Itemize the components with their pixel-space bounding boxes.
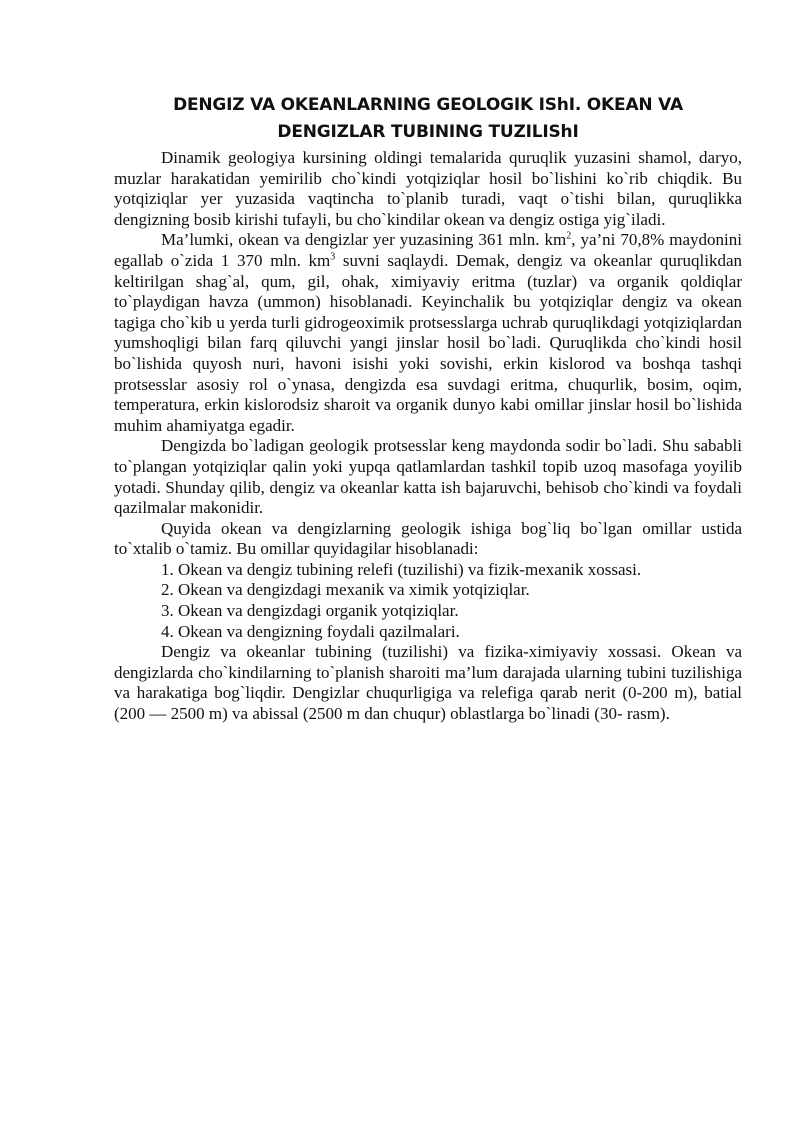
list-item: 4. Okean va dengizning foydali qazilmalari. [161,621,460,641]
paragraph-5: Dengiz va okeanlar tubining (tuzilishi) va fizika-ximiyaviy xossasi. Okean va dengizlarda cho`kindilarning to`planish sharoiti ma’lum darajada ularning tubini tuzilishiga va harakatiga bog`liqdir. Dengizlar chuqurligiga va relefiga qarab nerit (0-200 m), batial (200 — 2500 m) va abissal (2500 m dan chuqur) oblastlarga bo`linadi (30- rasm). [114,642,742,724]
paragraph-3: Dengizda bo`ladigan geologik protsesslar keng maydonda sodir bo`ladi. Shu sababli to`plangan yotqiziqlar qalin yoki yupqa qatlamlardan tashkil topib uzoq masofaga yoyilib yotadi. Shunday qilib, dengiz va okeanlar katta ish bajaruvchi, behisob cho`kindi va foydali qazilmalar makonidir. [114,436,742,518]
document-body [114,92,742,725]
paragraph-4: Quyida okean va dengizlarning geologik ishiga bog`liq bo`lgan omillar ustida to`xtalib o`tamiz. Bu omillar quyidagilar hisoblanadi: [114,518,742,559]
list-item: 3. Okean va dengizdagi organik yotqiziqlar. [161,601,459,621]
superscript-squared: 2 [566,230,572,242]
paragraph-2-part-a: Ma’lumki, okean va dengizlar yer yuzasining 361 mln. km [161,230,567,250]
list-item: 2. Okean va dengizdagi mexanik va ximik yotqiziqlar. [161,580,530,600]
paragraph-2 [114,230,742,436]
list-item: 1. Okean va dengiz tubining relefi (tuzilishi) va fizik-mexanik xossasi. [161,559,642,579]
title-line-1: DENGIZ VA OKEANLARNING GEOLOGIK IShI. OKEAN VA [173,95,683,115]
superscript-cubed: 3 [330,251,336,263]
title-line-2: DENGIZLAR TUBINING TUZILIShI [277,122,579,142]
paragraph-2-part-c: suvni saqlaydi. Demak, dengiz va okeanlar quruqlikdan keltirilgan shag`al, qum, gil, ohak, ximiyaviy eritma (tuzlar) va organik qoldiqlar to`playdigan havza (ummon) hisoblanadi. Keyinchalik bu yotqiziqlar dengiz va okean tagiga cho`kib u yerda turli gidrogeoximik protsesslarga uchrab quruqlikdagi yotqiziqlardan yumshoqligi bilan farq qiluvchi yangi jinslar hosil bo`ladi. Quruqlikda cho`kindi hosil bo`lishida quyosh nuri, havoni isishi yoki sovishi, erkin kislorod va boshqa tashqi protsesslar asosiy rol o`ynasa, dengizda esa suvdagi eritma, chuqurlik, bosim, oqim, temperatura, erkin kislorodsiz sharoit va organik dunyo kabi omillar jinslar hosil bo`lishida muhim ahamiyatga egadir. [114,250,742,435]
paragraph-2-part-b: , ya’ni 70,8% maydonini egallab o`zida 1 370 mln. km [114,230,742,270]
document-title [114,92,742,146]
numbered-list [114,560,742,642]
paragraph-1: Dinamik geologiya kursining oldingi temalarida quruqlik yuzasini shamol, daryo, muzlar harakatidan yemirilib cho`kindi yotqiziqlar hosil bo`lishini ko`rib chiqdik. Bu yotqiziqlar yer yuzasida vaqtincha to`planib turadi, vaqt o`tishi bilan, quruqlikka dengizning bosib kirishi tufayli, bu cho`kindilar okean va dengiz ostiga yig`iladi. [114,148,742,229]
